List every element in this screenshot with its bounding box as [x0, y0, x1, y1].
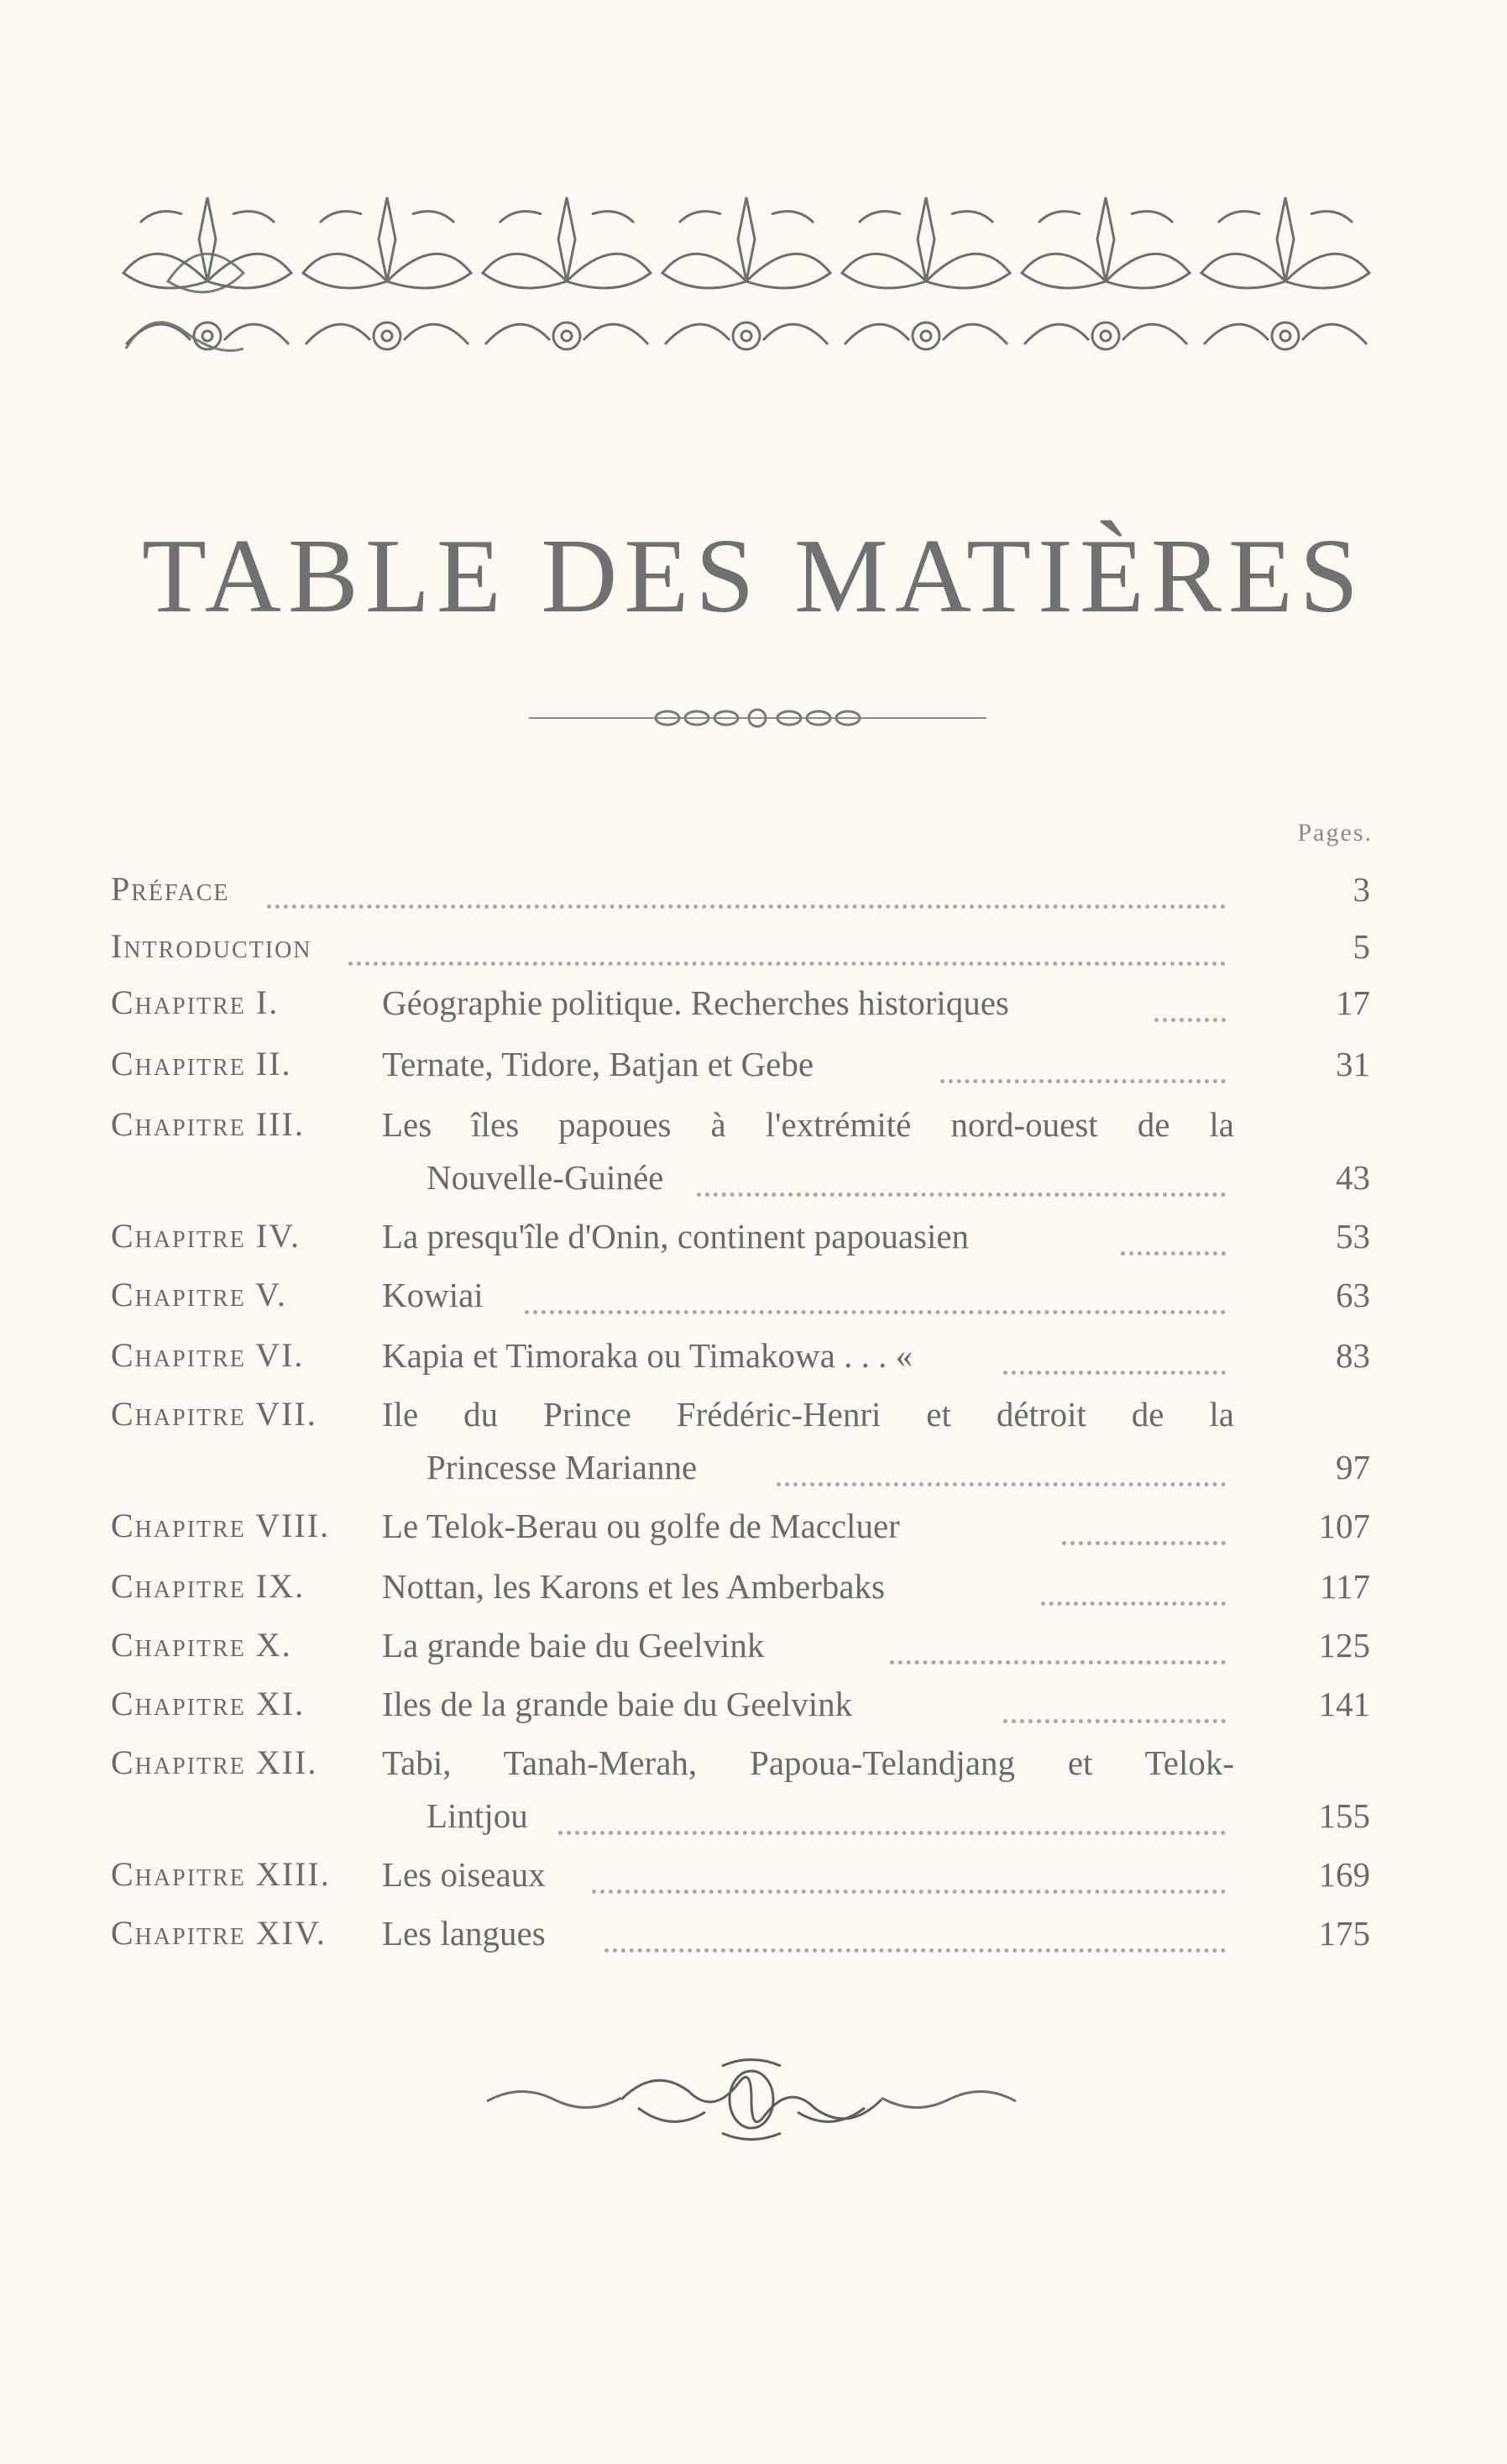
dot-leader	[697, 1193, 1226, 1197]
toc-row-chapitre-4	[0, 1216, 1507, 1266]
toc-page: 63	[1336, 1276, 1370, 1314]
footer-ornament-icon	[470, 2049, 1033, 2150]
toc-title: Kapia et Timoraka ou Timakowa . . . «	[382, 1336, 913, 1375]
pages-column-label: Pages.	[1297, 819, 1373, 847]
toc-title: Le Telok-Berau ou golfe de Maccluer	[382, 1507, 900, 1545]
toc-row-chapitre-9	[0, 1566, 1507, 1617]
toc-page: 43	[1336, 1158, 1370, 1197]
toc-row-introduction	[0, 926, 1507, 977]
toc-label: Chapitre III.	[111, 1105, 305, 1143]
toc-row-chapitre-7-cont	[0, 1447, 1507, 1497]
toc-label: Introduction	[111, 927, 312, 965]
toc-page: 175	[1318, 1914, 1370, 1953]
dot-leader	[1041, 1602, 1226, 1606]
dot-leader	[592, 1890, 1226, 1894]
toc-label: Chapitre XIV.	[111, 1914, 327, 1952]
dot-leader	[267, 904, 1226, 909]
toc-row-chapitre-7	[0, 1394, 1507, 1444]
dot-leader	[1062, 1541, 1226, 1545]
toc-row-chapitre-8	[0, 1506, 1507, 1556]
toc-page: 17	[1336, 983, 1370, 1022]
toc-title-continuation: Lintjou	[426, 1796, 528, 1835]
toc-row-chapitre-14	[0, 1913, 1507, 1963]
toc-title: Ternate, Tidore, Batjan et Gebe	[382, 1045, 814, 1083]
toc-title: Ile du Prince Frédéric-Henri et détroit de la	[382, 1395, 1234, 1434]
toc-label: Chapitre VIII.	[111, 1507, 331, 1544]
toc-label: Chapitre II.	[111, 1045, 292, 1083]
page-title: TABLE DES MATIÈRES	[142, 518, 1365, 635]
toc-label: Chapitre XIII.	[111, 1855, 331, 1893]
toc-page: 107	[1318, 1507, 1370, 1545]
dot-leader	[1154, 1018, 1226, 1022]
toc-page: 125	[1318, 1626, 1370, 1665]
dot-leader	[1003, 1371, 1226, 1375]
toc-row-chapitre-11	[0, 1684, 1507, 1734]
toc-row-chapitre-12	[0, 1743, 1507, 1793]
dot-leader	[1121, 1251, 1226, 1256]
toc-label: Chapitre V.	[111, 1276, 287, 1313]
toc-page: 53	[1336, 1217, 1370, 1256]
dot-leader	[777, 1482, 1226, 1486]
toc-label: Chapitre IV.	[111, 1217, 301, 1255]
toc-page: 5	[1353, 927, 1370, 966]
toc-title: Géographie politique. Recherches historiques	[382, 983, 1009, 1022]
toc-row-chapitre-3-cont	[0, 1157, 1507, 1208]
toc-label: Chapitre XII.	[111, 1743, 318, 1781]
toc-page: 97	[1336, 1448, 1370, 1486]
toc-row-chapitre-5	[0, 1275, 1507, 1325]
toc-page: 117	[1320, 1567, 1370, 1606]
toc-title: Kowiai	[382, 1276, 484, 1314]
toc-label: Chapitre VII.	[111, 1395, 317, 1433]
toc-label: Chapitre IX.	[111, 1567, 306, 1605]
toc-title-continuation: Princesse Marianne	[426, 1448, 698, 1486]
toc-title: Tabi, Tanah-Merah, Papoua-Telandjang et Telok-	[382, 1743, 1234, 1782]
toc-row-chapitre-3	[0, 1104, 1507, 1155]
toc-page: 3	[1353, 870, 1370, 909]
toc-page: 169	[1318, 1855, 1370, 1894]
toc-row-chapitre-13	[0, 1854, 1507, 1905]
toc-row-preface	[0, 869, 1507, 920]
dot-leader	[558, 1831, 1226, 1835]
toc-row-chapitre-12-cont	[0, 1796, 1507, 1846]
toc-row-chapitre-6	[0, 1335, 1507, 1386]
dot-leader	[348, 962, 1226, 966]
dot-leader	[604, 1948, 1226, 1953]
dot-leader	[890, 1660, 1226, 1665]
toc-title: La presqu'île d'Onin, continent papouasien	[382, 1217, 970, 1256]
dot-leader	[525, 1310, 1226, 1314]
toc-label: Préface	[111, 870, 230, 908]
dot-leader	[1003, 1719, 1226, 1723]
toc-row-chapitre-2	[0, 1044, 1507, 1094]
toc-title: Nottan, les Karons et les Amberbaks	[382, 1567, 885, 1606]
toc-row-chapitre-1	[0, 983, 1507, 1033]
toc-page: 141	[1318, 1685, 1370, 1723]
toc-page: 31	[1336, 1045, 1370, 1083]
toc-label: Chapitre X.	[111, 1626, 292, 1664]
toc-label: Chapitre XI.	[111, 1685, 306, 1722]
toc-title-continuation: Nouvelle-Guinée	[426, 1158, 664, 1197]
toc-title: Les îles papoues à l'extrémité nord-ouest de la	[382, 1105, 1234, 1144]
toc-title: Iles de la grande baie du Geelvink	[382, 1685, 853, 1723]
toc-title: La grande baie du Geelvink	[382, 1626, 765, 1665]
toc-label: Chapitre VI.	[111, 1336, 305, 1374]
toc-page: 83	[1336, 1336, 1370, 1375]
toc-row-chapitre-10	[0, 1625, 1507, 1675]
dot-leader	[940, 1079, 1226, 1083]
toc-title: Les langues	[382, 1914, 546, 1953]
toc-title: Les oiseaux	[382, 1855, 546, 1894]
toc-page: 155	[1318, 1796, 1370, 1835]
toc-label: Chapitre I.	[111, 983, 280, 1021]
